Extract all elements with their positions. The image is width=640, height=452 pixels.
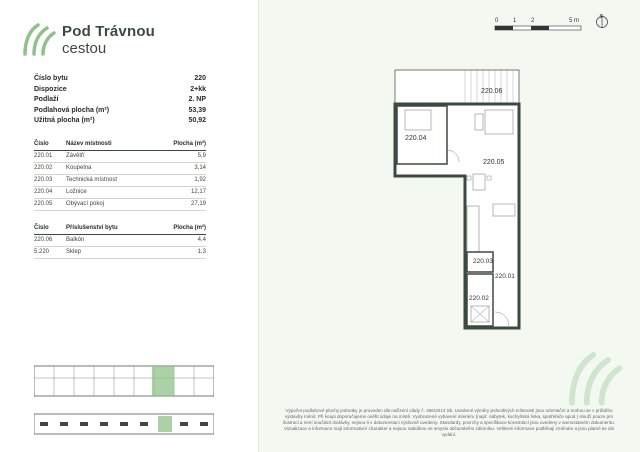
table-header: Číslo Příslušenství bytu Plocha (m²) (34, 223, 206, 235)
table-row: 220.01 Závětří 5,9 (34, 151, 206, 163)
svg-text:220.02: 220.02 (469, 295, 489, 302)
scale-bar (493, 14, 583, 38)
summary-row: Podlaží 2. NP (34, 96, 206, 103)
table-row: 220.03 Technická místnost 1,92 (34, 175, 206, 187)
svg-text:220.04: 220.04 (405, 135, 427, 142)
svg-text:1: 1 (513, 18, 517, 24)
svg-text:220.03: 220.03 (473, 258, 493, 265)
accessories-table (34, 223, 206, 259)
disclaimer-text: Výpočet podlahové plochy jednotky je proveden dle nařízení vlády č. 366/2013 Sb. Uvedené výměry jednotlivých místností jsou orientační a mohou se v průběhu výstavby měnit. Při koupi doporučujeme ověřit údaje na místě. Vyobrazené vybavení interiéru (např. nábytek, kuchyňská linka, spotřebiče apod.) slouží pouze pro ilustraci a není součástí dodávky, nejsou-li v dokumentaci výslovně uvedeny. Standardy, povrchy a specifikace konstrukcí jsou uvedeny v samostatném dokumentu. Vizualizace a informace mají informativní charakter a nejsou nabídkou ve smyslu občanského zákoníku. Veškeré informace podléhají změnám a jsou platné ke dni vydání. (283, 408, 615, 437)
table-row: 220.06 Balkón 4,4 (34, 235, 206, 247)
svg-text:2: 2 (531, 18, 535, 24)
table-row: 220.05 Obývací pokoj 27,19 (34, 199, 206, 211)
rooms-table (34, 139, 206, 211)
summary-row: Číslo bytu 220 (34, 75, 206, 82)
summary-row: Dispozice 2+kk (34, 85, 206, 93)
summary-row: Užitná plocha (m²) 50,92 (34, 117, 206, 124)
north-arrow-icon (595, 12, 609, 30)
table-row: 220.04 Ložnice 12,17 (34, 187, 206, 199)
summary-row: Podlahová plocha (m²) 53,39 (34, 106, 206, 114)
brand-line-2: cestou (62, 40, 107, 57)
svg-text:220.05: 220.05 (483, 159, 505, 166)
svg-text:220.01: 220.01 (495, 273, 515, 280)
svg-text:0: 0 (495, 18, 499, 24)
info-panel (0, 0, 258, 452)
logo-icon (22, 22, 56, 56)
svg-text:5 m: 5 m (569, 18, 580, 24)
watermark-logo-icon (567, 350, 623, 406)
table-row: 5.220 Sklep 1,3 (34, 247, 206, 259)
floor-plan (385, 66, 545, 330)
svg-text:S: S (599, 14, 603, 20)
svg-text:220.06: 220.06 (481, 88, 503, 95)
unit-summary (34, 74, 206, 127)
plan-panel (258, 0, 640, 452)
table-header: Číslo Název místnosti Plocha (m²) (34, 139, 206, 151)
brand-line-1: Pod Trávnou (62, 23, 156, 40)
building-key-plan (34, 364, 214, 436)
table-row: 220.02 Koupelna 3,14 (34, 163, 206, 175)
